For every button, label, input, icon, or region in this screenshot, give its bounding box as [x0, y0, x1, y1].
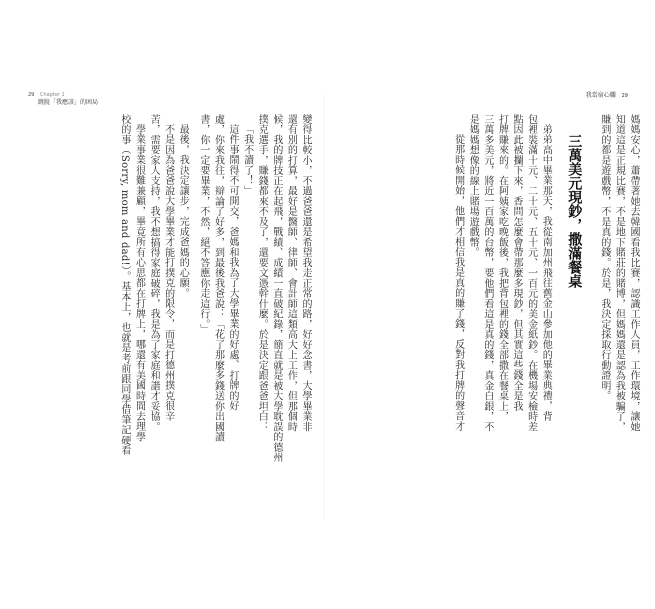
- chapter-label: Chapter 1: [39, 92, 65, 98]
- left-running-header: [28, 92, 98, 106]
- left-text-block: [116, 114, 312, 463]
- text-column: 處，你來我往，辯論了好多，到最後我爸說：「花了那麼多錢送你出國讀: [212, 114, 224, 442]
- section-spacer: [552, 114, 562, 432]
- text-column: 苦，需要家人支持，我不想搞得家庭破碎，我是為了家庭和諧才妥協。: [148, 114, 160, 432]
- text-column: 賺到的都是遊戲幣，不是真的錢。於是，我決定採取行動證明。: [598, 114, 610, 401]
- text-column: 學業事業很難兼顧，畢竟所有心思都在打牌上，哪還有美國時間去理學: [133, 124, 145, 442]
- text-column: 書，你一定要畢業，不然，絕不答應你走這行。」: [197, 114, 209, 335]
- chapter-title: 跳脫「我應該」的困局: [38, 99, 99, 106]
- text-column: 最後，我決定讓步，完成爸媽的心願。: [177, 124, 189, 299]
- right-page: [330, 92, 642, 522]
- text-column: 撲克選手，賺錢都來不及了，還要文憑幹什麼。於是決定跟爸爸坦白：: [256, 114, 268, 432]
- section-heading: 三萬美元現鈔，撒滿餐桌: [566, 134, 583, 288]
- text-column: 包裡裝滿十元、二十元、五十元、一百元的美金紙鈔。在機場安檢時差: [525, 114, 537, 432]
- text-column: 點因此被攔下來，香問怎麼會帶那麼多現鈔，但其實這些錢全是我: [511, 114, 523, 412]
- text-column: 「我不讀了！」: [241, 124, 253, 196]
- text-column: 這件事鬧得不可開交，爸媽和我為了大學畢業的好處、打牌的好: [227, 124, 239, 411]
- right-page-number: 29: [621, 93, 628, 99]
- text-column: 校的事（Sorry, mom and dad!）。基本上，也就是考前跟同學借筆記硬看: [118, 114, 130, 456]
- text-column: 從那時候開始，他們才相信我是真的賺了錢，反對我打牌的聲音才: [452, 134, 464, 432]
- text-column: 打牌賺來的。在阿姨家吃晚飯後，我把背包裡的錢全部撒在餐桌上，: [496, 114, 508, 422]
- right-text-block: [450, 114, 640, 432]
- right-header-title: 我當宿心爛: [585, 92, 616, 99]
- text-column: 還有別的打算，最好是醫師、律師、會計師這類高大上工作，但那個時: [285, 114, 297, 432]
- text-column: 變得比較小，不過爸爸還是希望我走正常的路，好好念書，大學畢業非: [300, 114, 311, 432]
- left-page: [14, 92, 318, 522]
- section-spacer: [586, 114, 596, 432]
- left-page-number: 29: [28, 92, 35, 98]
- book-gutter: [323, 95, 325, 520]
- text-column: 媽媽安心，蕭帶著她去韓國看我比賽，認識工作人員，工作環境，讓她: [628, 114, 639, 432]
- text-column: 不是因為爸爸說大學畢業才能打撲克的限令，而是打德州撲克很辛: [162, 124, 174, 422]
- text-column: 候，我的牌技正在起飛，戰績、成績一直破紀錄，簡直就是被大學耽誤的德州: [270, 114, 282, 463]
- text-column: 三萬多美元，將近一百萬的台幣，要他們看這是真的錢，真金白銀，不: [481, 114, 493, 432]
- text-column: 知道這是正規比賽，不是地下賭莊的賭博，但媽媽還是認為我被騙了，: [613, 114, 625, 432]
- text-column: 弟弟高中畢業那天，我從南加州飛往舊金山參加他的畢業典禮，背: [540, 124, 552, 422]
- text-column: 是媽媽想像的線上賭場遊戲幣。: [467, 114, 479, 258]
- right-running-header: [586, 92, 628, 100]
